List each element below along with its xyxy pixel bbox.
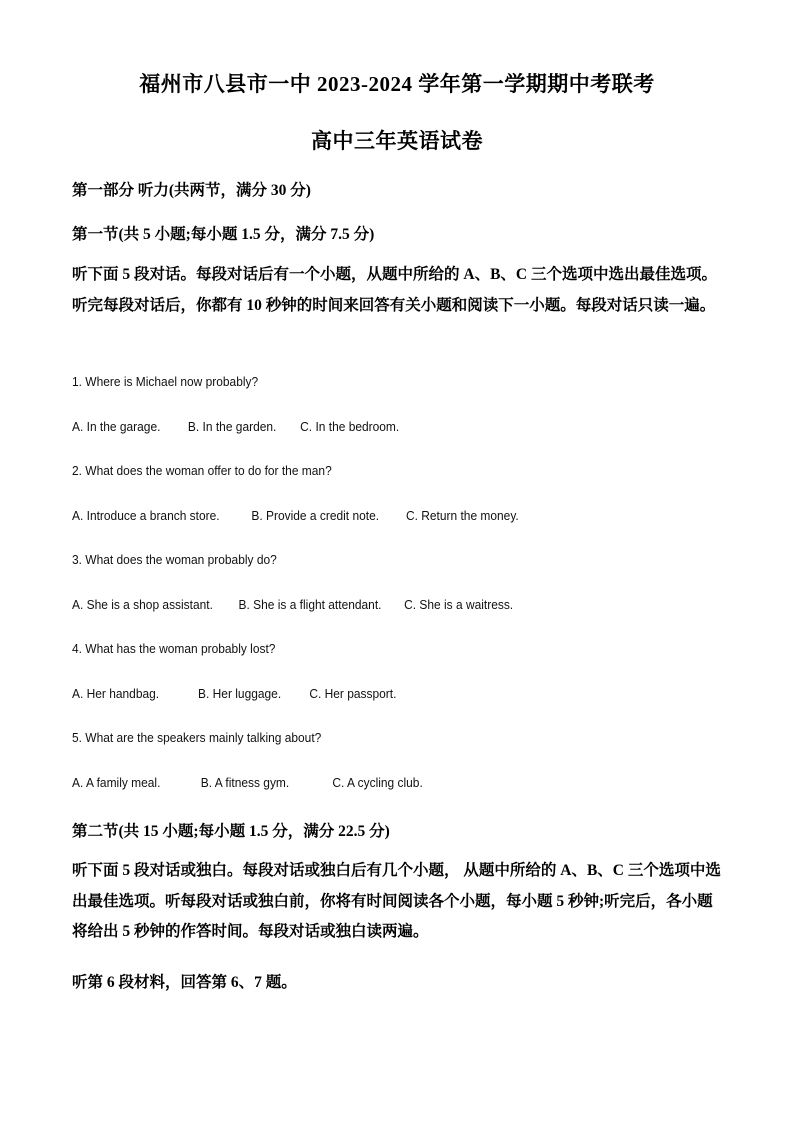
section2-instructions: 听下面 5 段对话或独白。每段对话或独白后有几个小题， 从题中所给的 A、B、C 三个选项中选出最佳选项。听每段对话或独白前，你将有时间阅读各个小题，每小题 5 秒钟;听完后，各小题将给出 5 秒钟的作答时间。每段对话或独白读两遍。 <box>72 862 721 940</box>
option-b: B. In the garden. <box>187 419 277 434</box>
option-c: C. A cycling club. <box>332 775 423 790</box>
option-b: B. She is a flight attendant. <box>238 597 382 612</box>
section2-heading: 第二节(共 15 小题;每小题 1.5 分，满分 22.5 分) <box>72 823 390 840</box>
option-a: A. Introduce a branch store. <box>72 508 220 523</box>
option-c: C. In the bedroom. <box>300 419 400 434</box>
question-stem: 4. What has the woman probably lost? <box>72 641 276 656</box>
question-options <box>72 419 399 434</box>
exam-subtitle: 高中三年英语试卷 <box>311 129 483 153</box>
question-stem: 2. What does the woman offer to do for the man? <box>72 463 332 478</box>
part-heading: 第一部分 听力(共两节，满分 30 分) <box>72 182 311 199</box>
question-stem: 5. What are the speakers mainly talking about? <box>72 730 322 745</box>
question-options <box>72 686 396 701</box>
option-a: A. A family meal. <box>72 775 161 790</box>
option-a: A. Her handbag. <box>72 686 160 701</box>
option-c: C. She is a waitress. <box>404 597 514 612</box>
option-c: C. Her passport. <box>309 686 397 701</box>
option-b: B. Provide a credit note. <box>251 508 380 523</box>
question-options <box>72 597 513 612</box>
question-stem: 1. Where is Michael now probably? <box>72 374 259 389</box>
material-note: 听第 6 段材料，回答第 6、7 题。 <box>72 974 297 991</box>
option-a: A. In the garage. <box>72 419 161 434</box>
option-c: C. Return the money. <box>405 508 519 523</box>
option-b: B. A fitness gym. <box>200 775 290 790</box>
exam-title: 福州市八县市一中 2023-2024 学年第一学期期中考联考 <box>139 72 655 96</box>
section1-instructions: 听下面 5 段对话。每段对话后有一个小题，从题中所给的 A、B、C 三个选项中选出最佳选项。听完每段对话后，你都有 10 秒钟的时间来回答有关小题和阅读下一小题。每段对话只读一遍。 <box>72 266 717 314</box>
question-stem: 3. What does the woman probably do? <box>72 552 277 567</box>
option-b: B. Her luggage. <box>198 686 282 701</box>
question-options <box>72 775 423 790</box>
question-options <box>72 508 519 523</box>
option-a: A. She is a shop assistant. <box>72 597 213 612</box>
section1-heading: 第一节(共 5 小题;每小题 1.5 分，满分 7.5 分) <box>72 226 375 243</box>
